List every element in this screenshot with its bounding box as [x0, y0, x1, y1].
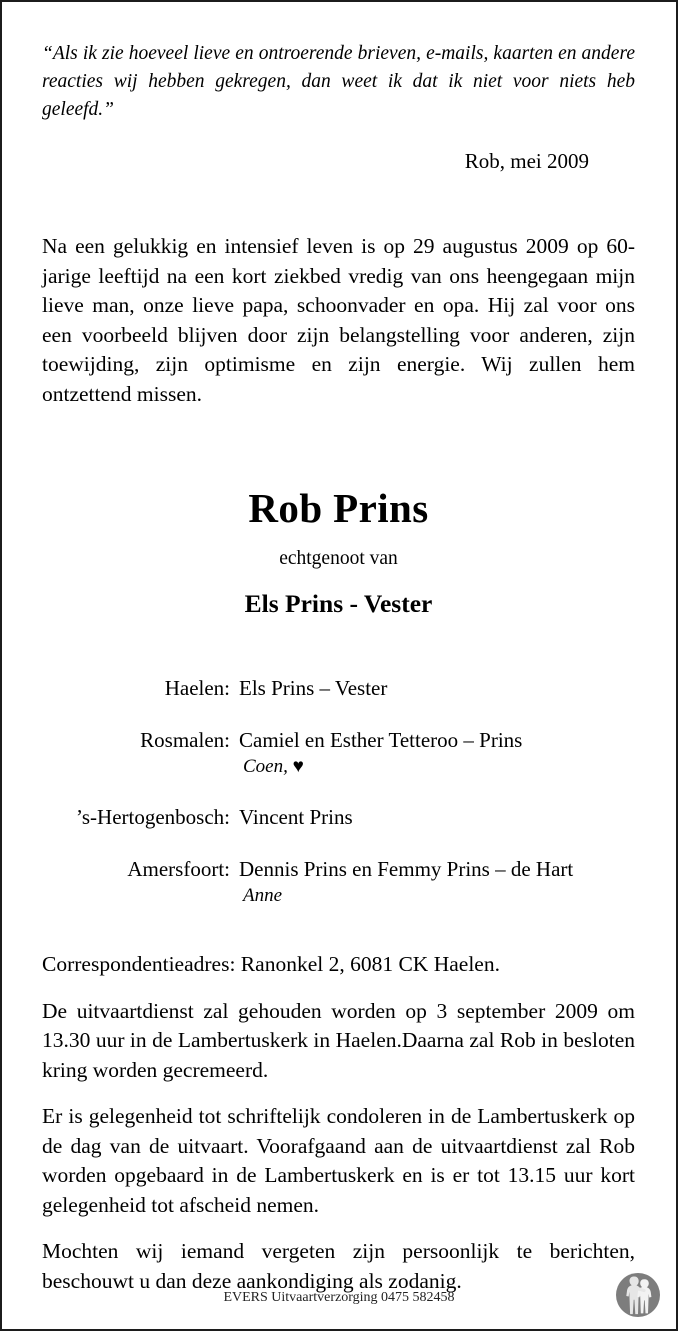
family-children: Anne — [243, 885, 283, 906]
family-adults: Vincent Prins — [239, 805, 353, 829]
name-block — [42, 485, 635, 619]
spouse-name: Els Prins - Vester — [244, 589, 433, 618]
family-adults: Camiel en Esther Tetteroo – Prins — [239, 728, 523, 752]
memorial-quote: “Als ik zie hoeveel lieve en ontroerende brieven, e-mails, kaarten en andere reacties wij hebben gekregen, dan weet ik dat ik niet voor niets heb geleefd.” — [42, 43, 635, 120]
quote-attribution: Rob, mei 2009 — [464, 149, 589, 173]
family-adults: Els Prins – Vester — [239, 676, 388, 700]
deceased-name: Rob Prins — [248, 485, 429, 531]
family-place: Haelen: — [164, 676, 230, 700]
general-notice: Mochten wij iemand vergeten zijn persoonlijk te berichten, beschouwt u dan deze aankondiging als zodanig. — [42, 1239, 635, 1293]
family-row — [42, 675, 635, 702]
family-row — [42, 727, 635, 779]
funeral-service-details: De uitvaartdienst zal gehouden worden op 3 september 2009 om 13.30 uur in de Lambertuskerk in Haelen.Daarna zal Rob in besloten kring worden gecremeerd. — [42, 998, 635, 1082]
correspondence-address: Correspondentieadres: Ranonkel 2, 6081 CK Haelen. — [42, 952, 500, 976]
two-figures-circle-logo-icon — [610, 1267, 666, 1323]
footer-undertaker: EVERS Uitvaartverzorging 0475 582458 — [223, 1290, 455, 1305]
spouse-relation-label: echtgenoot van — [279, 548, 398, 569]
family-names — [239, 675, 635, 702]
family-adults: Dennis Prins en Femmy Prins – de Hart — [239, 857, 574, 881]
family-list — [42, 675, 635, 908]
condolence-details: Er is gelegenheid tot schriftelijk condoleren in de Lambertuskerk op de dag van de uitvaart. Voorafgaand aan de uitvaartdienst zal Rob worden opgebaard in de Lambertuskerk en is er tot 13.15 uur kort gelegenheid tot afscheid nemen. — [42, 1104, 635, 1217]
practical-information — [42, 950, 635, 1296]
family-names — [239, 727, 635, 779]
family-children: Coen, ♥ — [243, 756, 304, 777]
family-row — [42, 804, 635, 831]
family-place: Amersfoort: — [127, 857, 230, 881]
family-row — [42, 856, 635, 908]
family-names — [239, 856, 635, 908]
family-names — [239, 804, 635, 831]
card-content — [42, 2, 635, 1329]
family-place: Rosmalen: — [140, 728, 230, 752]
family-place: ’s-Hertogenbosch: — [76, 805, 230, 829]
announcement-paragraph: Na een gelukkig en intensief leven is op 29 augustus 2009 op 60-jarige leeftijd na een kort ziekbed vredig van ons heengegaan mijn lieve man, onze lieve papa, schoonvader en opa. Hij zal voor ons een voorbeeld blijven door zijn belangstelling voor anderen, zijn toewijding, zijn optimisme en zijn energie. Wij zullen hem ontzettend missen. — [42, 234, 635, 406]
